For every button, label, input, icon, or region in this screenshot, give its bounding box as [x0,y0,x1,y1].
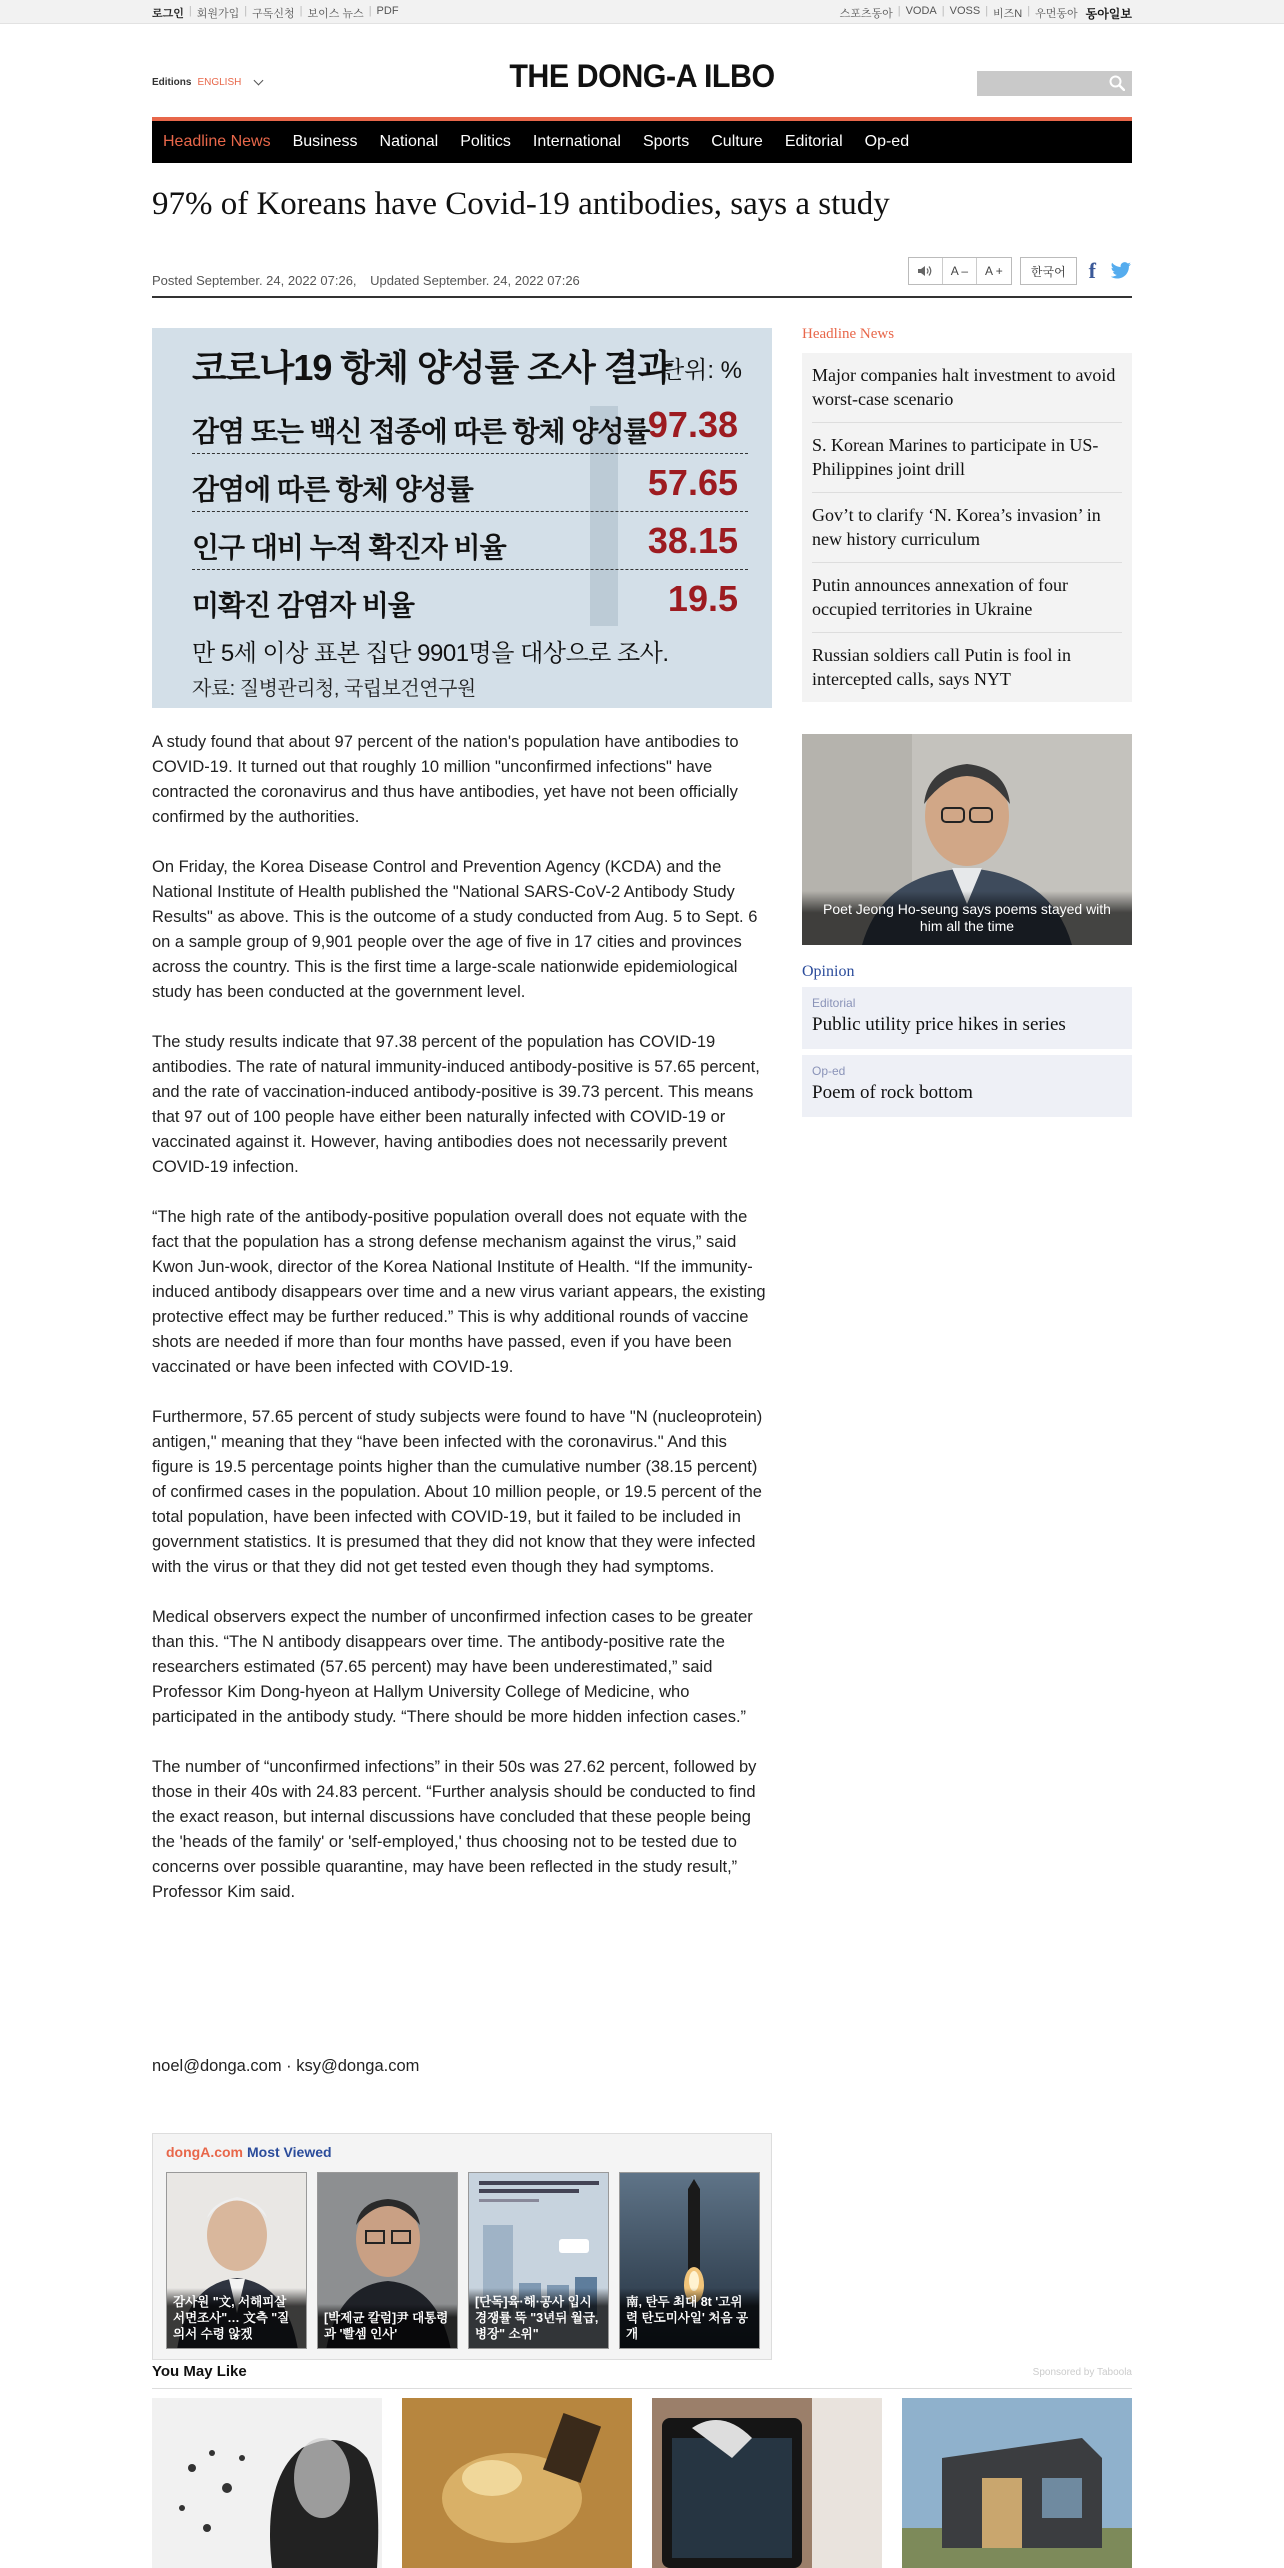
voda-link[interactable]: VODA [905,5,937,17]
speaker-icon [917,264,933,278]
opinion-item-editorial[interactable] [802,987,1132,1049]
sidebar-photo-caption: Poet Jeong Ho-seung says poems stayed with him all the time [802,891,1132,945]
site-logo[interactable]: THE DONG-A ILBO [509,58,775,94]
signup-link[interactable]: 회원가입 [196,8,240,20]
infographic-row [192,454,748,512]
utility-right-links: 스포츠동아 | VODA | VOSS | 비즈N | 우먼동아 동아일보 [839,5,1132,21]
nav-headline-news[interactable]: Headline News [163,133,271,150]
you-may-like-title: You May Like [152,2363,247,2380]
utility-left-links: 로그인 | 회원가입 | 구독신청 | 보이스 뉴스 | PDF [152,5,399,20]
article-byline: noel@donga.com · ksy@donga.com [152,2057,420,2075]
search-input[interactable] [977,71,1097,96]
most-viewed-item[interactable] [317,2172,458,2349]
main-nav [152,117,1132,163]
audio-button[interactable] [909,258,943,284]
login-link[interactable]: 로그인 [152,8,184,20]
nav-business[interactable]: Business [292,133,358,150]
subscribe-link[interactable]: 구독신청 [252,8,295,20]
sponsored-thumbnail [652,2398,882,2568]
sidebar-headline-list [802,353,1132,702]
search-icon[interactable] [1109,75,1125,91]
voice-news-link[interactable]: 보이스 뉴스 [307,8,364,20]
nav-international[interactable]: International [532,133,621,150]
sponsored-item[interactable] [902,2398,1132,2568]
article-body [152,730,772,1930]
infographic-row [192,512,748,570]
twitter-icon[interactable] [1110,262,1132,280]
sidebar-headline-title: Headline News [802,326,895,342]
sidebar-headline-item[interactable]: Russian soldiers call Putin is fool in intercepted calls, says NYT [812,645,1071,689]
opinion-headline: Poem of rock bottom [812,1082,973,1103]
infographic-row-value: 57.65 [647,462,738,503]
headline-rule [152,296,1132,298]
opinion-headline: Public utility price hikes in series [812,1014,1066,1035]
article-headline: 97% of Koreans have Covid-19 antibodies, says a study [152,186,890,222]
most-viewed-caption: [단독]육·해·공사 입시경쟁률 뚝 "3년뒤 월급, 병장" 소위" [469,2288,608,2348]
sports-donga-link[interactable]: 스포츠동아 [839,8,893,20]
article-paragraph: A study found that about 97 percent of the nation's population have antibodies to COVID-19. It turned out that roughly 10 million "unconfirmed infections" have contracted the coronavirus and thus have antibodies, yet have not been officially confirmed by the authorities. [152,733,739,826]
infographic-note: 만 5세 이상 표본 집단 9901명을 대상으로 조사. [192,640,669,667]
sidebar-photo-story[interactable] [802,734,1132,945]
article-paragraph: Furthermore, 57.65 percent of study subjects were found to have "N (nucleoprotein) antigen," meaning that they “have been infected with the coronavirus." And this figure is 19.5 percentage points higher than the cumulative number (38.15 percent) of confirmed cases in the population. About 10 million people, or 19.5 percent of the total population, have been infected with COVID-19, but it failed to be included in government statistics. It is presumed that they did not know that they were infected with the virus or that they did not get tested even though they had symptoms. [152,1408,763,1576]
most-viewed-title: Most Viewed [247,2144,332,2160]
editions-label: Editions [152,77,192,88]
nav-culture[interactable]: Culture [711,133,763,150]
infographic-row-label: 미확진 감염자 비율 [192,590,414,621]
article-paragraph: The number of “unconfirmed infections” in their 50s was 27.62 percent, followed by those in their 40s with 24.83 percent. “Further analysis should be conducted to find the exact reason, but internal discussions have concluded that these people being the 'heads of the family' or 'self-employed,' thus choosing not to be tested due to concerns over possible quarantine, may have been reflected in the study result,” Professor Kim said. [152,1758,757,1901]
most-viewed-item[interactable] [166,2172,307,2349]
sidebar-headline-item[interactable]: Gov’t to clarify ‘N. Korea’s invasion’ in new history curriculum [812,493,1122,563]
article-paragraph: The study results indicate that 97.38 percent of the population has COVID-19 antibodies. The rate of natural immunity-induced antibody-positive is 57.65 percent, and the rate of vaccination-induced antibody-positive is 39.73 percent. This means that 97 out of 100 people have either been naturally infected with COVID-19 or vaccinated against it. However, having antibodies does not necessarily prevent COVID-19 infection. [152,1033,760,1176]
most-viewed-box [152,2133,772,2360]
sponsored-thumbnail [152,2398,382,2568]
most-viewed-caption: [박제균 칼럼]尹 대통령과 '빨셈 인사' [318,2304,457,2348]
opinion-title: Opinion [802,963,855,980]
sponsored-thumbnail [402,2398,632,2568]
nav-politics[interactable]: Politics [460,133,511,150]
you-may-like-rule [152,2388,1132,2389]
font-decrease-button[interactable]: A – [943,258,977,284]
article-tools [908,257,1132,285]
voss-link[interactable]: VOSS [949,5,981,17]
nav-national[interactable]: National [379,133,439,150]
infographic-source: 자료: 질병관리청, 국립보건연구원 [192,678,476,700]
opinion-item-op-ed[interactable] [802,1055,1132,1117]
sponsored-item[interactable] [152,2398,382,2568]
nav-sports[interactable]: Sports [642,133,690,150]
article-paragraph: On Friday, the Korea Disease Control and Prevention Agency (KCDA) and the National Institute of Health published the "National SARS-CoV-2 Antibody Study Results" as above. This is the outcome of a study conducted from Aug. 5 to Sept. 6 on a sample group of 9,901 people over the age of five in 17 cities and provinces across the country. This is the first time a large-scale nationwide epidemiological study has been conducted at the government level. [152,858,758,1001]
article-paragraph: “The high rate of the antibody-positive population overall does not equate with the fact that the population has a strong defense mechanism against the virus,” said Kwon Jun-wook, director of the Korea National Institute of Health. “If the immunity-induced antibody disappears over time and a new virus variant appears, the existing protective effect may be further reduced.” This is why additional rounds of vaccine shots are needed if more than four months have passed, even if you have been vaccinated or have been infected with COVID-19. [152,1208,766,1376]
sidebar-headline-item[interactable]: Major companies halt investment to avoid worst-case scenario [812,353,1122,423]
opinion-kind: Editorial [812,996,856,1010]
infographic-image [152,328,772,708]
most-viewed-caption: 감사원 "文, 서해피살 서면조사"… 文측 "질의서 수령 않겠 [167,2288,306,2348]
most-viewed-brand: dongA.com [166,2144,243,2160]
infographic-row [192,396,748,454]
woman-donga-link[interactable]: 우먼동아 [1035,8,1078,20]
infographic-row-value: 38.15 [647,520,738,561]
reader-tools [908,257,1012,285]
infographic-row [192,570,748,628]
facebook-icon[interactable]: f [1088,258,1096,283]
article-paragraph: Medical observers expect the number of unconfirmed infection cases to be greater than this. “The N antibody disappears over time. The antibody-positive rate the researchers estimated (57.65 percent) may have been underestimated,” said Professor Kim Dong-hyeon at Hallym University College of Medicine, who participated in the antibody study. “There should be more hidden infection cases.” [152,1608,753,1726]
sponsor-label[interactable]: Sponsored by Taboola [1032,2367,1132,2378]
posted-date: Posted September. 24, 2022 07:26, [152,273,357,288]
opinion-kind: Op-ed [812,1064,846,1078]
infographic-row-value: 19.5 [667,578,738,619]
most-viewed-item[interactable] [619,2172,760,2349]
updated-date: Updated September. 24, 2022 07:26 [370,273,580,288]
sponsored-thumbnail [902,2398,1132,2568]
article-dates [152,273,580,288]
most-viewed-header [166,2144,332,2160]
infographic-unit: 단위: % [660,357,742,384]
sidebar-headline-item[interactable]: Putin announces annexation of four occupied territories in Ukraine [812,563,1122,633]
most-viewed-caption: 南, 탄두 최대 8t '고위력 탄도미사일' 처음 공개 [620,2288,759,2348]
edition-value: ENGLISH [197,77,242,88]
most-viewed-item[interactable] [468,2172,609,2349]
sponsored-item[interactable] [402,2398,632,2568]
infographic-row-value: 97.38 [647,404,738,445]
nav-editorial[interactable]: Editorial [784,133,843,150]
infographic-title: 코로나19 항체 양성률 조사 결과 [192,347,672,388]
nav-op-ed[interactable]: Op-ed [864,133,910,150]
infographic-row-label: 감염에 따른 항체 양성률 [192,474,473,505]
bizn-link[interactable]: 비즈N [993,8,1023,20]
infographic-row-label: 감염 또는 백신 접종에 따른 항체 양성률 [192,416,650,447]
pdf-link[interactable]: PDF [376,5,399,17]
korean-version-button[interactable]: 한국어 [1020,257,1077,285]
donga-ilbo-link[interactable]: 동아일보 [1085,7,1132,21]
sidebar-headline-item[interactable]: S. Korean Marines to participate in US-Philippines joint drill [812,423,1122,493]
infographic-row-label: 인구 대비 누적 확진자 비율 [192,532,506,563]
font-increase-button[interactable]: A + [985,264,1003,278]
sponsored-item[interactable] [652,2398,882,2568]
utility-bar [0,0,1284,24]
search-box [977,71,1132,96]
